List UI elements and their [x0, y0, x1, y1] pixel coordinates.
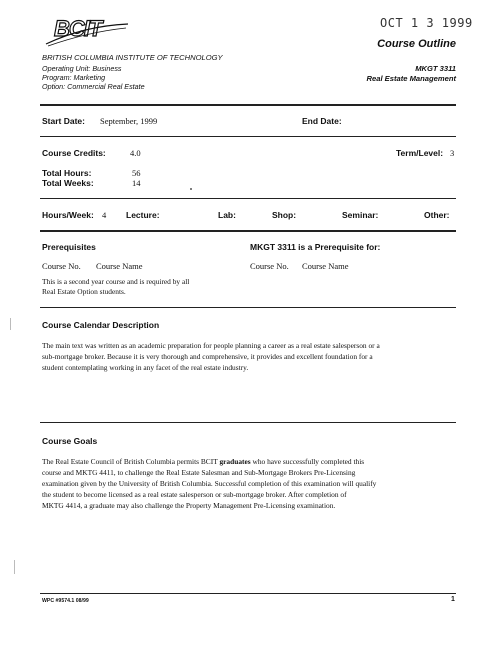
course-credits-value: 4.0	[130, 148, 141, 158]
shop-label: Shop:	[272, 210, 297, 220]
divider	[40, 136, 456, 137]
goals-line-1-bold: graduates	[219, 457, 251, 466]
prereq-for-col-course-no: Course No.	[250, 261, 289, 271]
total-hours-value: 56	[132, 168, 141, 178]
footer-divider	[40, 593, 456, 594]
course-code: MKGT 3311	[415, 64, 456, 73]
divider	[40, 230, 456, 232]
prereq-note-line-2: Real Estate Option students.	[42, 287, 126, 296]
divider	[40, 307, 456, 308]
total-weeks-value: 14	[132, 178, 141, 188]
term-level-value: 3	[450, 148, 455, 158]
bcit-logo: BCIT	[54, 16, 102, 41]
scan-speck	[190, 188, 192, 190]
course-title: Real Estate Management	[366, 74, 456, 83]
received-date-stamp: OCT 1 3 1999	[380, 16, 473, 30]
lab-label: Lab:	[218, 210, 236, 220]
calendar-line-1: The main text was written as an academic preparation for people planning a career as a real estate salesperson or a	[42, 341, 380, 350]
prerequisite-for-heading: MKGT 3311 is a Prerequisite for:	[250, 242, 381, 252]
goals-line-2: course and MKTG 4411, to challenge the Real Estate Salesman and Sub-Mortgage Brokers Pre-Licensing	[42, 468, 356, 477]
page-number: 1	[451, 596, 455, 603]
goals-line-1	[42, 457, 364, 468]
program-name: Program: Marketing	[42, 73, 106, 82]
course-credits-label: Course Credits:	[42, 148, 106, 158]
option-name: Option: Commercial Real Estate	[42, 82, 145, 91]
divider	[40, 422, 456, 423]
scan-mark	[14, 560, 15, 574]
goals-line-5: MKTG 4414, a graduate may also challenge the Property Management Pre-Licensing examination.	[42, 501, 336, 510]
other-label: Other:	[424, 210, 450, 220]
goals-line-3: examination given by the University of British Columbia. Successful completion of this examination will qualify	[42, 479, 377, 488]
goals-line-4: the student to become licensed as a real estate salesperson or sub-mortgage broker. After completion of	[42, 490, 347, 499]
calendar-description-heading: Course Calendar Description	[42, 320, 160, 330]
total-hours-label: Total Hours:	[42, 168, 92, 178]
calendar-line-3: student contemplating working in any facet of the real estate industry.	[42, 363, 249, 372]
prereq-col-course-no: Course No.	[42, 261, 81, 271]
lecture-label: Lecture:	[126, 210, 160, 220]
form-id: WPC #9574.1 08/99	[42, 598, 89, 604]
prereq-for-col-course-name: Course Name	[302, 261, 349, 271]
divider	[40, 104, 456, 106]
goals-line-1-c: who have successfully completed this	[250, 457, 365, 466]
calendar-line-2: sub-mortgage broker. Because it is very thorough and comprehensive, it provides and excellent foundation for a	[42, 352, 373, 361]
divider	[40, 198, 456, 199]
term-level-label: Term/Level:	[396, 148, 444, 158]
hours-week-label: Hours/Week:	[42, 210, 94, 220]
course-goals-heading: Course Goals	[42, 436, 98, 446]
operating-unit: Operating Unit: Business	[42, 64, 122, 73]
total-weeks-label: Total Weeks:	[42, 178, 94, 188]
prerequisites-heading: Prerequisites	[42, 242, 96, 252]
start-date-value: September, 1999	[100, 116, 158, 126]
end-date-label: End Date:	[302, 116, 342, 126]
hours-week-value: 4	[102, 210, 107, 220]
goals-line-1-a: The Real Estate Council of British Columbia permits BCIT	[42, 457, 220, 466]
institute-name: BRITISH COLUMBIA INSTITUTE OF TECHNOLOGY	[42, 53, 223, 62]
scan-mark	[10, 318, 11, 330]
doc-type-title: Course Outline	[377, 38, 456, 50]
prereq-note-line-1: This is a second year course and is required by all	[42, 277, 190, 286]
start-date-label: Start Date:	[42, 116, 85, 126]
seminar-label: Seminar:	[342, 210, 379, 220]
prereq-col-course-name: Course Name	[96, 261, 143, 271]
logo-swoosh-icon	[44, 22, 130, 48]
